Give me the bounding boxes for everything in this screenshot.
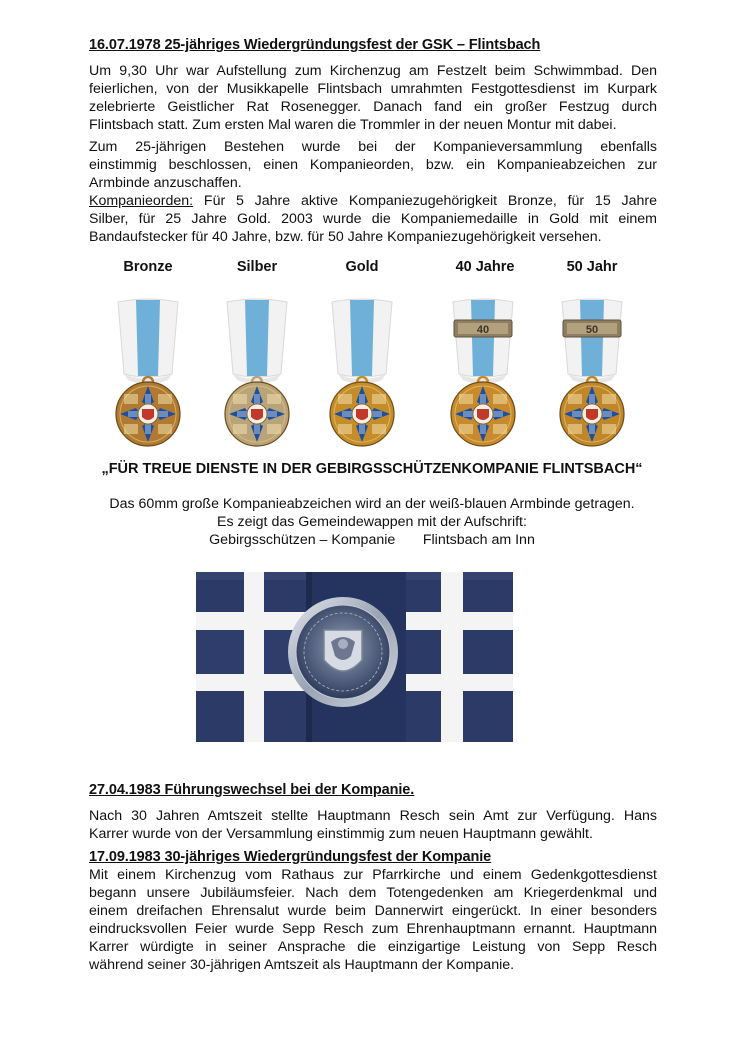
section-heading-1978: 16.07.1978 25-jähriges Wiedergründungsfest der GSK – Flintsbach [89,37,541,53]
medal-silber-image [207,298,307,448]
medal-label-50-jahr: 50 Jahr [566,259,618,275]
text-line: begann unsere Jubiläumsfeier. Nach dem Totengedenken am Kriegerdenkmal und [89,885,657,901]
armband-white-stripe [441,572,463,742]
text-line: Armbinde anzuschaffen. [89,175,242,191]
ribbon-blue-stripe [136,300,160,376]
paragraph-kompanieorden-beschluss [89,138,657,246]
text-line: Mit einem Kirchenzug vom Rathaus zur Pfarrkirche und einem Gedenkgottesdienst [89,867,657,883]
text-line: einem dreifachen Ehrensalut wurde beim Dannerwirt eingerückt. In einer besonders [89,903,657,919]
text-line: während seiner 30-jährigen Amtszeit als Hauptmann der Kompanie. [89,957,515,973]
paragraph-fuehrungswechsel [89,807,657,843]
year-bar-number: 50 [585,324,599,336]
text-line: eindrucksvollen Feier wurde Sepp Resch zum Ehrenhauptmann ernannt. Hauptmann [89,921,657,937]
text-line: Bandaufstecker für 40 Jahre, bzw. für 50 Jahre Kompaniezugehörigkeit versehen. [89,229,602,245]
ribbon-blue-stripe [471,300,495,376]
paragraph-jubilaeumsfeier [89,866,657,974]
text-line: zelebrierte Geistlicher Rat Rosenegger. Danach fand ein großer Festzug durch [89,99,657,115]
text-line: Zum 25-jährigen Bestehen wurde bei der Kompanieversammlung ebenfalls [89,139,657,155]
text-line: Um 9,30 Uhr war Aufstellung zum Kirchenzug am Festzelt beim Schwimmbad. Den [89,63,657,79]
ribbon-blue-stripe [350,300,374,376]
text-line: Flintsbach statt. Zum ersten Mal waren die Trommler in der neuen Montur mit dabei. [89,117,617,133]
kompanieorden-label: Kompanieorden: [89,193,194,209]
orden-text: Für 5 Jahre aktive Kompaniezugehörigkeit Bronze, für 15 Jahre [193,193,657,209]
ribbon-blue-stripe [245,300,269,376]
medal-gold-image [312,298,412,448]
section-heading-1983-fuehrungswechsel: 27.04.1983 Führungswechsel bei der Kompanie. [89,782,415,798]
medal-label-bronze: Bronze [123,259,173,275]
ribbon-blue-stripe [580,300,604,376]
armband-white-stripe [244,572,264,742]
text-line: Karrer würdigte in seiner Ansprache die einzigartige Leistung von Sepp Resch [89,939,657,955]
medal-label-gold: Gold [345,259,379,275]
medal-50-jahre-image [542,298,642,448]
medal-motto: „FÜR TREUE DIENSTE IN DER GEBIRGSSCHÜTZENKOMPANIE FLINTSBACH“ [101,461,643,477]
text-line: Nach 30 Jahren Amtszeit stellte Hauptmann Resch sein Amt zur Verfügung. Hans [89,808,657,824]
paragraph-festzug [89,62,657,134]
badge-description-line3: Gebirgsschützen – Kompanie Flintsbach am Inn [209,532,535,548]
year-bar-number: 40 [476,324,490,336]
medal-label-silber: Silber [236,259,278,275]
text-line: einstimmig beschlossen, einen Kompanieorden, bzw. ein Kompanieabzeichen zur [89,157,657,173]
badge-description-line2: Es zeigt das Gemeindewappen mit der Aufschrift: [217,514,527,530]
text-line: feierlichen, von der Musikkapelle Flintsbach umrahmten Festgottesdienst im Kurpark [89,81,657,97]
medal-40-jahre-image [433,298,533,448]
badge-description-line1: Das 60mm große Kompanieabzeichen wird an der weiß-blauen Armbinde getragen. [109,496,635,512]
section-heading-1983-wiedergruendungsfest: 17.09.1983 30-jähriges Wiedergründungsfest der Kompanie [89,849,492,865]
text-line: Karrer wurde von der Versammlung einstimmig zum neuen Hauptmann gewählt. [89,826,593,842]
armband-badge-photo [196,572,513,742]
medal-bronze-image [98,298,198,448]
text-line [89,192,657,210]
medal-label-40-jahre: 40 Jahre [455,259,515,275]
text-line: Silber, für 25 Jahre Gold. 2003 wurde die Kompaniemedaille in Gold mit einem [89,211,657,227]
